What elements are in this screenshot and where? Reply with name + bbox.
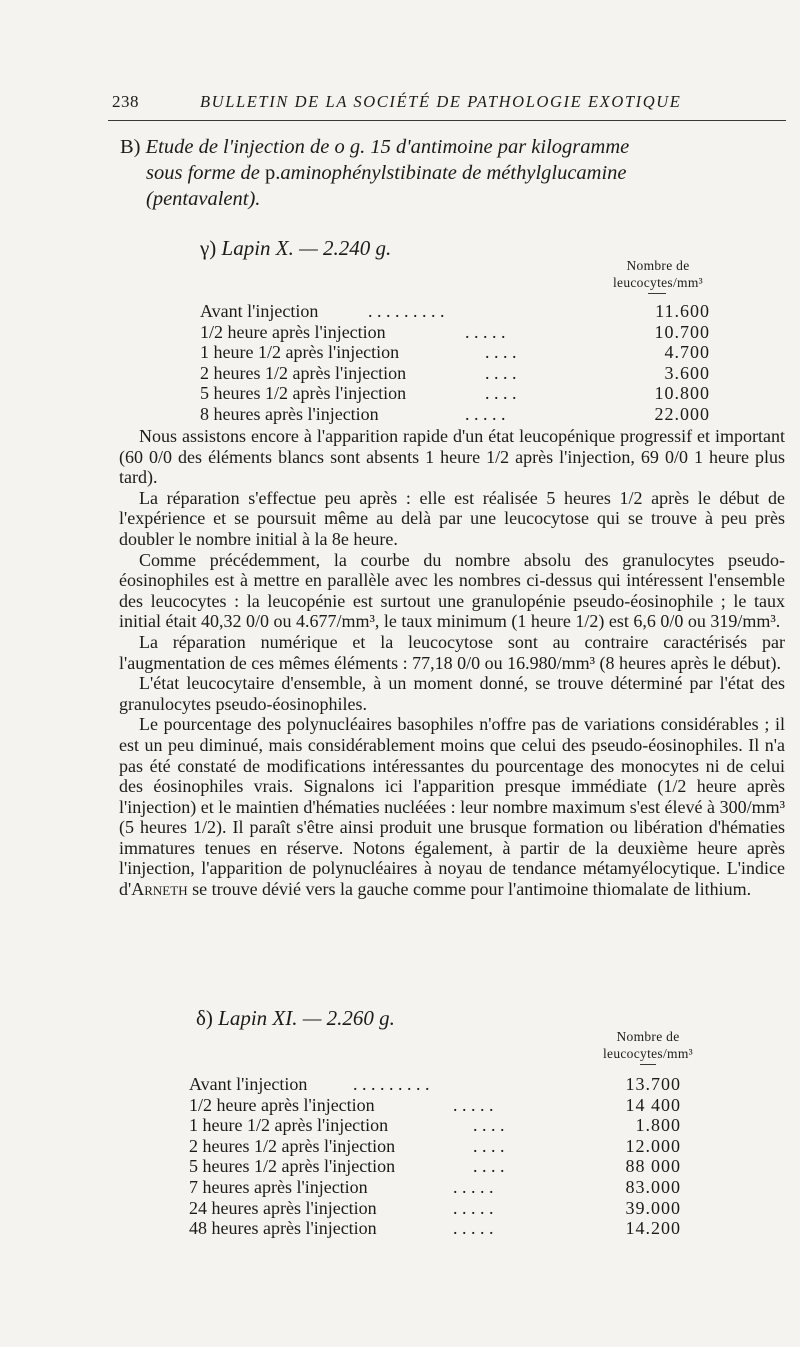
row-leader-dots: . . . . [485, 342, 517, 362]
row-leader-dots: . . . . . [465, 403, 506, 424]
subsection-gamma-heading [200, 236, 391, 261]
table-row [200, 363, 710, 384]
paragraph: Nous assistons encore à l'apparition rapide d'un état leucopénique progressif et important (60 0/0 des éléments blancs sont absents 1 heure 1/2 après l'injection, 69 0/0 1 heure plus tard). [119, 426, 785, 488]
subsection-gamma-letter: γ) [200, 236, 217, 260]
row-value: 3.600 [664, 362, 710, 383]
row-label: 1 heure 1/2 après l'injection [189, 1115, 389, 1136]
column-header-line1: Nombre de [616, 1029, 680, 1044]
row-label: Avant l'injection [189, 1074, 308, 1094]
row-value: 22.000 [654, 403, 710, 424]
row-value: 14.200 [625, 1218, 681, 1239]
paragraph: L'état leucocytaire d'ensemble, à un moment donné, se trouve déterminé par l'état des granulocytes pseudo-éosinophiles. [119, 673, 785, 714]
paragraph: La réparation numérique et la leucocytose sont au contraire caractérisés par l'augmentation de ces mêmes éléments : 77,18 0/0 ou 16.980/mm³ (8 heures après le début). [119, 631, 785, 673]
column-header-rule [648, 293, 666, 294]
row-leader-dots: . . . . . [453, 1218, 494, 1239]
page-number: 238 [112, 92, 139, 111]
column-header-line1: Nombre de [626, 258, 690, 273]
column-header-line2: leucocytes/mm³ [613, 275, 703, 290]
row-value: 10.700 [654, 321, 710, 342]
row-leader-dots: . . . . [473, 1135, 505, 1156]
table-row [200, 301, 710, 322]
section-title-line2-b: p. [265, 162, 281, 184]
row-leader-dots: . . . . . [453, 1177, 494, 1197]
row-leader-dots: . . . . . [453, 1094, 494, 1115]
table-gamma [200, 301, 710, 425]
row-leader-dots: . . . . . . . . . [368, 301, 445, 321]
row-label: 1 heure 1/2 après l'injection [200, 342, 400, 362]
row-label: 2 heures 1/2 après l'injection [189, 1135, 396, 1156]
subsection-delta-heading [196, 1006, 395, 1031]
section-label: B) [120, 136, 141, 158]
row-label: 24 heures après l'injection [189, 1197, 377, 1218]
row-value: 39.000 [625, 1197, 681, 1218]
subsection-delta-letter: δ) [196, 1006, 213, 1030]
table-row [189, 1095, 701, 1116]
subsection-gamma-title: Lapin X. — 2.240 g. [221, 236, 392, 260]
row-label: 5 heures 1/2 après l'injection [200, 383, 407, 403]
paragraph: La réparation s'effectue peu après : elle est réalisée 5 heures 1/2 après le début de l'expérience et se poursuit même au delà par une leucocytose qui se trouve à peu près doubler le nombre initial à la 8e heure. [119, 487, 785, 549]
paragraph-text: Le pourcentage des polynucléaires basophiles n'offre pas de variations considérables ; il est un peu diminué, mais considérablement moins que celui des pseudo-éosinophiles. Il n'a pas été constaté de modifications intéressantes du pourcentage des monocytes ni de celui des éosinophiles vrais. Signalons ici l'apparition presque immédiate (1/2 heure après l'injection) et le maintien d'hématies nucléées : leur nombre maximum s'est élevé à 300/mm³ (5 heures 1/2). Il paraît s'être ainsi produit une brusque formation ou libération d'hématies immatures tenues en réserve. Notons également, à partir de la deuxième heure après l'injection, l'apparition de polynucléaires à noyau de tendance métamyélocytique. L'indice d' [119, 714, 785, 900]
paragraph [119, 714, 785, 899]
table-delta [189, 1074, 701, 1240]
running-title: BULLETIN DE LA SOCIÉTÉ DE PATHOLOGIE EXOTIQUE [200, 92, 682, 111]
row-leader-dots: . . . . [485, 362, 517, 383]
row-value: 10.800 [654, 383, 710, 403]
row-leader-dots: . . . . [485, 383, 517, 403]
row-value: 11.600 [655, 301, 710, 321]
table-row [200, 383, 710, 404]
table-row [200, 322, 710, 343]
row-value: 1.800 [635, 1115, 681, 1136]
table-row [189, 1198, 701, 1219]
row-leader-dots: . . . . [473, 1156, 505, 1177]
body-text [119, 426, 785, 900]
row-label: 1/2 heure après l'injection [200, 321, 386, 342]
table-row [189, 1136, 701, 1157]
section-title-line2-c: aminophénylstibinate de méthylglucamine [280, 162, 627, 184]
paragraph-text: se trouve dévié vers la gauche comme pour l'antimoine thiomalate de lithium. [187, 879, 752, 900]
table-row [189, 1074, 701, 1095]
section-heading [120, 135, 629, 160]
section-title-line3: (pentavalent). [146, 188, 261, 210]
row-value: 4.700 [664, 342, 710, 362]
row-leader-dots: . . . . . [453, 1197, 494, 1218]
column-header-gamma [588, 257, 728, 291]
row-value: 13.700 [625, 1074, 681, 1094]
table-row [189, 1156, 701, 1177]
subsection-delta-title: Lapin XI. — 2.260 g. [218, 1006, 395, 1030]
row-label: 48 heures après l'injection [189, 1218, 377, 1239]
row-value: 88 000 [625, 1156, 681, 1177]
column-header-rule [640, 1064, 656, 1065]
row-label: Avant l'injection [200, 301, 319, 321]
row-label: 2 heures 1/2 après l'injection [200, 362, 407, 383]
row-label: 1/2 heure après l'injection [189, 1094, 375, 1115]
table-row [200, 342, 710, 363]
table-row [200, 404, 710, 425]
row-leader-dots: . . . . [473, 1115, 505, 1136]
table-row [189, 1115, 701, 1136]
table-row [189, 1218, 701, 1239]
author-name: Arneth [131, 879, 188, 900]
section-title-line2 [146, 161, 627, 186]
section-title-line1: Etude de l'injection de o g. 15 d'antimoine par kilogramme [145, 136, 630, 158]
column-header-line2: leucocytes/mm³ [603, 1046, 693, 1061]
row-label: 7 heures après l'injection [189, 1177, 368, 1197]
paragraph: Comme précédemment, la courbe du nombre absolu des granulocytes pseudo-éosinophiles est à mettre en parallèle avec les nombres ci-dessus qui intéressent l'ensemble des leucocytes : la leucopénie est surtout une granulopénie pseudo-éosinophile ; le taux initial était 40,32 0/0 ou 4.677/mm³, le taux minimum (1 heure 1/2) est 6,6 0/0 ou 319/mm³. [119, 549, 785, 632]
row-value: 14 400 [625, 1094, 681, 1115]
row-label: 5 heures 1/2 après l'injection [189, 1156, 396, 1177]
column-header-delta [578, 1028, 718, 1062]
row-label: 8 heures après l'injection [200, 403, 379, 424]
table-row [189, 1177, 701, 1198]
row-value: 12.000 [625, 1135, 681, 1156]
section-title-line2-a: sous forme de [146, 162, 266, 184]
row-leader-dots: . . . . . . . . . [353, 1074, 430, 1094]
header-rule [108, 120, 786, 121]
row-leader-dots: . . . . . [465, 321, 506, 342]
row-value: 83.000 [625, 1177, 681, 1197]
